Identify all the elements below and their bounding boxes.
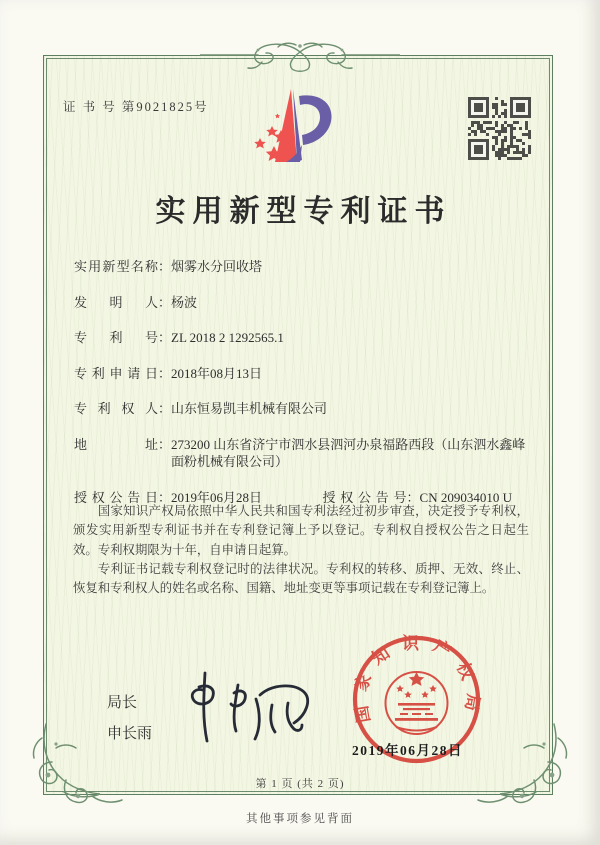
field-label: 专利申请日 <box>74 365 158 381</box>
field-value: 2019年06月28日 <box>171 489 263 505</box>
field-colon: ： <box>158 365 172 381</box>
signer-block <box>107 688 152 750</box>
seal-date: 2019年06月28日 <box>352 743 463 758</box>
field-row-patent-no <box>74 329 528 346</box>
field-row-inventor <box>74 294 528 311</box>
field-value: CN 209034010 U <box>419 489 512 505</box>
field-row-address <box>74 436 528 470</box>
field-value: 2018年08月13日 <box>171 365 263 381</box>
field-label: 授权公告号 <box>322 489 407 505</box>
field-label: 发明人 <box>74 294 158 310</box>
field-label: 地址 <box>74 436 158 452</box>
field-list <box>74 258 528 506</box>
field-label: 专利号 <box>74 330 158 346</box>
field-colon: ： <box>158 294 172 310</box>
field-colon: ： <box>158 401 172 417</box>
cnipa-patent-logo-icon <box>250 86 342 166</box>
field-row-patentee <box>74 400 528 417</box>
legal-paragraph-1: 国家知识产权局依照中华人民共和国专利法经过初步审查，决定授予专利权，颁发实用新型专利证书并在专利登记簿上予以登记。专利权自授权公告之日起生效。专利权期限为十年，自申请日起算。 <box>73 504 529 557</box>
field-row-filing-date <box>74 365 528 382</box>
signature-handwriting <box>168 663 323 763</box>
field-colon: ： <box>158 330 172 346</box>
certificate-title: 实用新型专利证书 <box>155 195 452 228</box>
field-row-name <box>74 258 528 275</box>
field-value: 杨波 <box>171 294 198 310</box>
field-value: 山东恒易凯丰机械有限公司 <box>171 401 328 417</box>
field-value: 273200 山东省济宁市泗水县泗河办泉福路西段（山东泗水鑫峰面粉机械有限公司） <box>171 436 526 469</box>
field-label: 授权公告日 <box>74 489 158 505</box>
field-value: 烟雾水分回收塔 <box>171 259 263 274</box>
seal-text: 国家知识产权局 <box>349 633 484 725</box>
signer-name: 申长雨 <box>107 726 153 742</box>
field-value: ZL 2018 2 1292565.1 <box>171 330 284 346</box>
certificate-number: 证 书 号 第9021825号 <box>63 100 209 114</box>
signer-title: 局长 <box>107 695 138 711</box>
legal-paragraph-2: 专利证书记载专利权登记时的法律状况。专利权的转移、质押、无效、终止、恢复和专利权人的姓名或名称、国籍、地址变更等事项记载在专利登记簿上。 <box>73 561 529 596</box>
field-label: 实用新型名称 <box>74 259 158 274</box>
border-ornament-top-icon <box>200 38 400 76</box>
field-colon: ： <box>406 489 420 505</box>
legal-text <box>73 502 529 598</box>
field-colon: ： <box>158 259 172 274</box>
page-number: 第 1 页 (共 2 页) <box>255 778 345 790</box>
field-colon: ： <box>158 436 172 452</box>
field-label: 专利权人 <box>74 401 158 417</box>
back-side-note: 其他事项参见背面 <box>246 813 354 825</box>
field-colon: ： <box>158 489 172 505</box>
national-emblem-icon <box>386 672 448 734</box>
qr-code <box>468 97 531 160</box>
